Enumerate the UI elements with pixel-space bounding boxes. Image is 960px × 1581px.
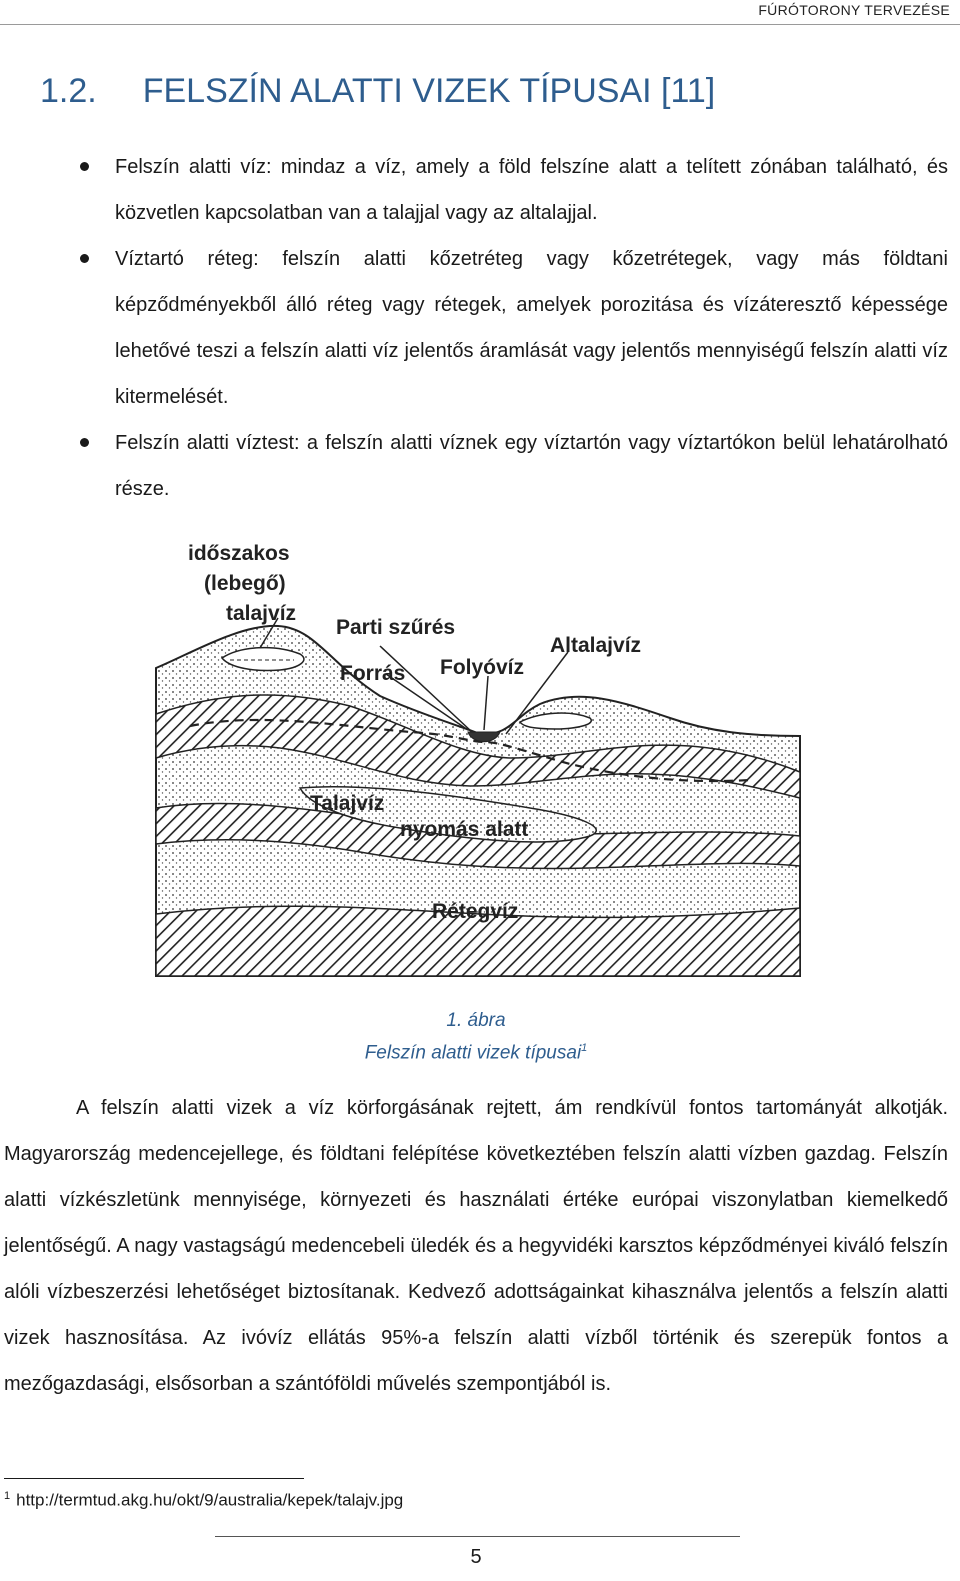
footnote-marker: 1	[4, 1490, 11, 1502]
bullet-icon	[80, 438, 89, 447]
list-item	[0, 420, 948, 512]
page-header	[0, 0, 960, 25]
groundwater-diagram	[150, 536, 804, 982]
label-confined-1: Talajvíz	[310, 792, 385, 815]
list-item-text: Víztartó réteg: felszín alatti kőzetréteg vagy kőzetrétegek, vagy más földtani képződményekből álló réteg vagy rétegek, amelyek porozitása és vízáteresztő képessége lehetővé teszi a felszín alatti víz jelentős áramlását vagy jelentős mennyiségű felszín alatti víz kitermelését.	[115, 248, 948, 408]
page-number: 5	[470, 1546, 482, 1568]
section-heading	[40, 72, 715, 111]
label-perched-3: talajvíz	[226, 602, 297, 625]
label-stratum: Rétegvíz	[432, 900, 519, 923]
label-subsoil: Altalajvíz	[550, 634, 642, 657]
section-number: 1.2.	[40, 72, 97, 110]
label-bank-filtration: Parti szűrés	[336, 616, 456, 639]
footnote-separator	[4, 1478, 304, 1479]
footnote-url: http://termtud.akg.hu/okt/9/australia/kepek/talajv.jpg	[16, 1490, 404, 1510]
figure-caption-text: Felszín alatti vizek típusai	[364, 1042, 582, 1064]
body-paragraph: A felszín alatti vizek a víz körforgásának rejtett, ám rendkívül fontos tartományát alkotják. Magyarország medencejellege, és földtani felépítése következtében felszín alatti vízben gazdag. Felszín alatti vízkészletünk mennyisége, környezeti és használati értéke európai viszonylatban kiemelkedő jelentőségű. A nagy vastagságú medencebeli üledék és a hegyvidéki karsztos képződményei kiváló felszín alóli vízbeszerzési lehetőséget biztosítanak. Kedvező adottságainkat kihasználva jelentős a felszín alatti vizek hasznosítása. Az ivóvíz ellátás 95%-a felszín alatti vízből történik és szerepük fontos a mezőgazdasági, elsősorban a szántóföldi művelés szempontjából is.	[4, 1097, 948, 1395]
footnote-ref: 1	[581, 1042, 588, 1054]
figure-caption	[0, 1042, 952, 1064]
figure-number: 1. ábra	[446, 1010, 506, 1031]
label-confined-2: nyomás alatt	[400, 818, 529, 841]
footer-separator	[215, 1536, 740, 1537]
list-item-text: Felszín alatti víztest: a felszín alatti víznek egy víztartón vagy víztartókon belül lehatárolható része.	[115, 432, 948, 500]
list-item	[0, 144, 948, 236]
label-perched-1: időszakos	[188, 542, 290, 565]
section-title: FELSZÍN ALATTI VIZEK TÍPUSAI [11]	[142, 72, 716, 110]
list-item	[0, 236, 948, 420]
list-item-text: Felszín alatti víz: mindaz a víz, amely a föld felszíne alatt a telített zónában található, és közvetlen kapcsolatban van a talajjal vagy az altalajjal.	[115, 156, 948, 224]
definition-list	[0, 144, 948, 512]
label-river: Folyóvíz	[440, 656, 525, 679]
label-perched-2: (lebegő)	[204, 572, 286, 595]
label-spring: Forrás	[340, 662, 406, 685]
header-title: FÚRÓTORONY TERVEZÉSE	[758, 2, 950, 18]
footnote	[4, 1490, 403, 1511]
bullet-icon	[80, 254, 89, 263]
bullet-icon	[80, 162, 89, 171]
